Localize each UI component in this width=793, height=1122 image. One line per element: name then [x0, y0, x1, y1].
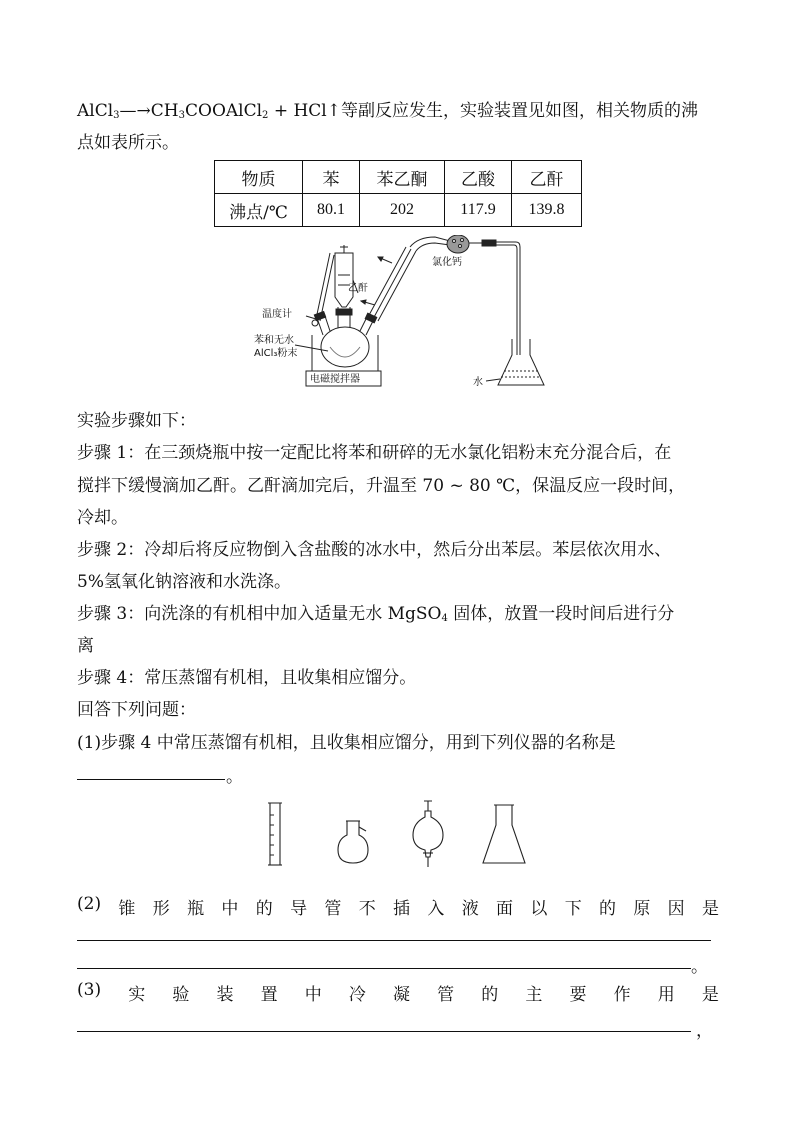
- question-char: 管: [437, 985, 455, 1005]
- apparatus-diagram: [250, 235, 555, 390]
- three-neck-flask: [321, 327, 369, 367]
- question-char: 冷: [348, 985, 366, 1005]
- question-char: 下: [564, 899, 582, 919]
- question-char: 用: [657, 985, 675, 1005]
- step-3-line-1: [77, 602, 727, 626]
- dropping-funnel: [335, 253, 353, 307]
- step-text: 步骤 3：向洗涤的有机相中加入适量无水 MgSO: [77, 604, 442, 624]
- step-2-line-1: 步骤 2：冷却后将反应物倒入含盐酸的冰水中，然后分出苯层。苯层依次用水、: [77, 540, 672, 560]
- question-3: [77, 980, 719, 1005]
- label-calcium-chloride: 氯化钙: [432, 257, 462, 268]
- question-char: 面: [496, 899, 514, 919]
- question-char: 的: [255, 899, 273, 919]
- table-cell: 乙酐: [512, 161, 582, 194]
- step-2-line-2: 5%氢氧化钠溶液和水洗涤。: [77, 572, 291, 592]
- table-cell: 80.1: [303, 194, 360, 227]
- question-char: 是: [701, 985, 719, 1005]
- question-char: 原: [633, 899, 651, 919]
- question-char: (2): [77, 894, 102, 914]
- step-1-line-3: 冷却。: [77, 508, 128, 528]
- question-char: 主: [525, 985, 543, 1005]
- label-thermometer: 温度计: [262, 309, 292, 320]
- answer-blank-q1[interactable]: [77, 778, 225, 780]
- question-char: 的: [481, 985, 499, 1005]
- distillation-flask-icon: [338, 821, 368, 863]
- questions-intro: 回答下列问题：: [77, 700, 196, 720]
- table-header-row: [215, 161, 582, 194]
- question-char: 锥: [118, 899, 136, 919]
- instruments-diagram: [260, 795, 530, 870]
- subscript: 3: [113, 110, 120, 121]
- question-char: 液: [461, 899, 479, 919]
- question-char: 的: [599, 899, 617, 919]
- question-char: 是: [702, 899, 719, 919]
- table-cell: 乙酸: [445, 161, 512, 194]
- question-char: 导: [290, 899, 308, 919]
- answer-blank-q2-line-2[interactable]: [77, 968, 691, 969]
- question-char: 凝: [392, 985, 410, 1005]
- calcium-chloride-tube: [447, 235, 469, 253]
- label-acetic-anhydride: 乙酐: [348, 283, 368, 294]
- question-2: [77, 894, 719, 919]
- question-char: 管: [324, 899, 342, 919]
- table-cell: 沸点/℃: [215, 194, 303, 227]
- question-char: 实: [128, 985, 146, 1005]
- question-char: 中: [304, 985, 322, 1005]
- thermometer: [316, 253, 334, 321]
- question-char: 入: [427, 899, 445, 919]
- label-benzene-mix: 苯和无水: [254, 335, 294, 346]
- label-stirrer: 电磁搅拌器: [310, 374, 360, 385]
- question-char: 作: [613, 985, 631, 1005]
- subscript: 2: [262, 110, 269, 121]
- graduated-cylinder-icon: [268, 803, 282, 865]
- table-cell: 139.8: [512, 194, 582, 227]
- subscript: 4: [441, 613, 448, 624]
- intro-line-1: [77, 99, 722, 123]
- boiling-point-table: [214, 160, 582, 227]
- question-char: 因: [667, 899, 685, 919]
- question-char: 验: [172, 985, 190, 1005]
- question-char: 瓶: [187, 899, 205, 919]
- step-3-line-2: 离: [77, 636, 94, 656]
- answer-blank-q3[interactable]: [77, 1031, 691, 1032]
- question-char: 要: [569, 985, 587, 1005]
- question-char: 中: [221, 899, 239, 919]
- step-text: 固体，放置一段时间后进行分: [447, 604, 675, 624]
- question-char: (3): [77, 980, 102, 1000]
- steps-intro: 实验步骤如下：: [77, 411, 196, 431]
- q3-comma: ，: [696, 1021, 713, 1041]
- question-char: 以: [530, 899, 548, 919]
- intro-line-2: 点如表所示。: [77, 133, 179, 153]
- q2-period: 。: [691, 957, 708, 977]
- step-4: 步骤 4：常压蒸馏有机相，且收集相应馏分。: [77, 668, 417, 688]
- q1-period: 。: [226, 767, 243, 787]
- question-1: (1)步骤 4 中常压蒸馏有机相，且收集相应馏分，用到下列仪器的名称是: [77, 733, 616, 753]
- question-char: 装: [216, 985, 234, 1005]
- answer-blank-q2-line-1[interactable]: [77, 940, 711, 941]
- question-char: 置: [260, 985, 278, 1005]
- table-cell: 物质: [215, 161, 303, 194]
- conical-flask-icon: [483, 805, 525, 863]
- separatory-funnel-icon: [413, 801, 443, 867]
- table-cell: 苯乙酮: [360, 161, 445, 194]
- table-row: [215, 194, 582, 227]
- erlenmeyer-flask: [498, 339, 544, 385]
- intro-text: COOAlCl: [185, 101, 263, 121]
- step-1-line-1: 步骤 1：在三颈烧瓶中按一定配比将苯和研碎的无水氯化铝粉末充分混合后，在: [77, 443, 672, 463]
- question-char: 形: [152, 899, 170, 919]
- table-cell: 202: [360, 194, 445, 227]
- step-1-line-2: 搅拌下缓慢滴加乙酐。乙酐滴加完后，升温至 70 ~ 80 ℃，保温反应一段时间，: [77, 476, 686, 496]
- label-alcl3-powder: AlCl₃粉末: [254, 348, 298, 359]
- question-char: 插: [393, 899, 411, 919]
- table-cell: 苯: [303, 161, 360, 194]
- intro-text: + HCl↑等副反应发生，实验装置见如图，相关物质的沸: [268, 101, 698, 121]
- intro-text: —→CH: [119, 101, 179, 121]
- table-cell: 117.9: [445, 194, 512, 227]
- question-char: 不: [358, 899, 376, 919]
- label-water: 水: [473, 377, 483, 388]
- subscript: 3: [178, 110, 185, 121]
- intro-text: AlCl: [77, 101, 114, 121]
